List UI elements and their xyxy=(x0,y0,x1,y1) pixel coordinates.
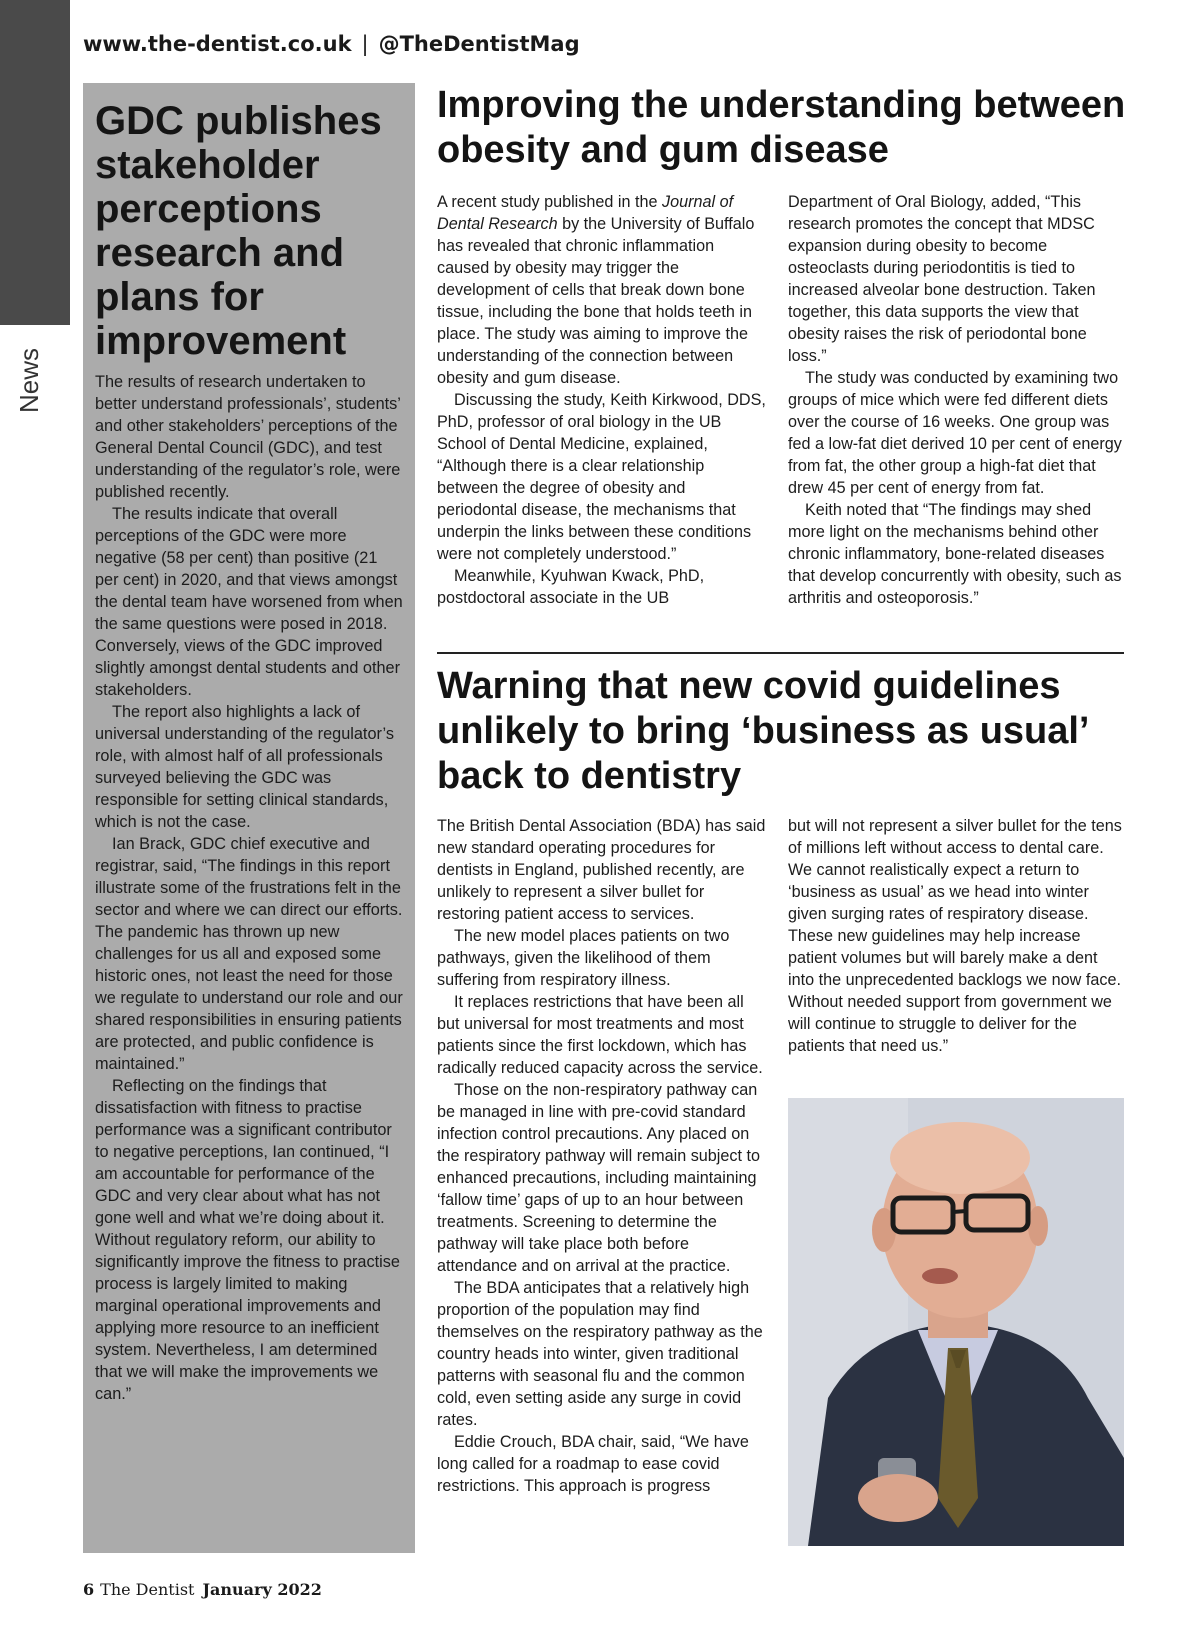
covid-paragraph: The British Dental Association (BDA) has said new standard operating procedures for dentists in England, published recently, are unlikely to represent a silver bullet for restoring patient access to services. xyxy=(437,817,766,923)
covid-paragraph: but will not represent a silver bullet for the tens of millions left without access to dental care. We cannot realistically expect a return to ‘business as usual’ as we head into winter given surging rates of respiratory disease. These new guidelines may help increase patient volumes but will barely make a dent into the unprecedented backlogs we now face. Without needed support from government we will continue to struggle to deliver for the patients that need us.” xyxy=(788,817,1122,1055)
gdc-article xyxy=(83,83,415,1553)
covid-article-title: Warning that new covid guidelines unlikely to bring ‘business as usual’ back to dentistry xyxy=(437,665,1088,797)
journal-name: Journal of Dental Research xyxy=(437,193,734,233)
header-separator: | xyxy=(361,32,369,56)
gdc-article-title: GDC publishes stakeholder perceptions research and plans for improvement xyxy=(95,99,382,363)
section-tab xyxy=(0,0,70,325)
portrait-illustration xyxy=(788,1098,1124,1546)
covid-paragraph: The BDA anticipates that a relatively high proportion of the population may find themselves on the respiratory pathway as the country heads into winter, given traditional patterns with seasonal flu and the common cold, even setting aside any surge in covid rates. xyxy=(437,1279,763,1429)
gdc-paragraph: Reflecting on the findings that dissatisfaction with fitness to practise performance was a significant contributor to negative perceptions, Ian continued, “I am accountable for performance of the GDC and very clear about what has not gone well and what we’re doing about it. Without regulatory reform, our ability to significantly improve the fitness to practise process is largely limited to making marginal operational improvements and applying more resource to an inefficient system. Nevertheless, I am determined that we will make the improvements we can.” xyxy=(95,1077,400,1403)
obesity-paragraph: Discussing the study, Keith Kirkwood, DDS, PhD, professor of oral biology in the UB School of Dental Medicine, explained, “Although there is a clear relationship between the degree of obesity and periodontal disease, the mechanisms that underpin the links between these conditions were not completely understood.” xyxy=(437,391,766,563)
issue-date: January 2022 xyxy=(202,1580,322,1599)
covid-paragraph: Eddie Crouch, BDA chair, said, “We have long called for a roadmap to ease covid restrictions. This approach is progress xyxy=(437,1433,749,1495)
covid-paragraph: It replaces restrictions that have been all but universal for most treatments and most patients since the first lockdown, which has radically reduced capacity across the service. xyxy=(437,993,763,1077)
page-footer xyxy=(83,1580,322,1599)
portrait-photo xyxy=(788,1098,1124,1546)
page-number: 6 xyxy=(83,1580,95,1599)
gdc-paragraph: The results indicate that overall perceptions of the GDC were more negative (58 per cent) than positive (21 per cent) in 2020, and that views amongst the dental team have worsened from when the same questions were posed in 2018. Conversely, views of the GDC improved slightly amongst dental students and other stakeholders. xyxy=(95,505,403,699)
page-header xyxy=(83,32,580,56)
obesity-paragraph: Meanwhile, Kyuhwan Kwack, PhD, postdoctoral associate in the UB xyxy=(437,567,705,607)
obesity-column-1 xyxy=(437,191,767,609)
gdc-paragraph: The report also highlights a lack of universal understanding of the regulator’s role, with almost half of all professionals surveyed believing the GDC was responsible for setting clinical standards, which is not the case. xyxy=(95,703,394,831)
section-label: News xyxy=(14,347,44,413)
obesity-paragraph: A recent study published in the Journal of Dental Research by the University of Buffalo has revealed that chronic inflammation caused by obesity may trigger the development of cells that break down bone tissue, including the bone that holds teeth in place. The study was aiming to improve the understanding of the connection between obesity and gum disease. xyxy=(437,193,755,387)
obesity-article-title: Improving the understanding between obesity and gum disease xyxy=(437,84,1126,171)
covid-column-1 xyxy=(437,815,767,1497)
obesity-paragraph: Department of Oral Biology, added, “This research promotes the concept that MDSC expansion during obesity to become osteoclasts during periodontitis is tied to increased alveolar bone destruction. Taken together, this data supports the view that obesity raises the risk of periodontal bone loss.” xyxy=(788,193,1096,365)
gdc-paragraph: The results of research undertaken to better understand professionals’, students’ and other stakeholders’ perceptions of the General Dental Council (GDC), and test understanding of the regulator’s role, were published recently. xyxy=(95,373,401,501)
covid-column-2 xyxy=(788,815,1124,1057)
social-handle[interactable]: @TheDentistMag xyxy=(378,32,580,56)
gdc-article-body xyxy=(95,371,403,1405)
gdc-paragraph: Ian Brack, GDC chief executive and registrar, said, “The findings in this report illustrate some of the frustrations felt in the sector and where we can direct our efforts. The pandemic has thrown up new challenges for us all and exposed some historic ones, not least the need for those we regulate to understand our role and our shared responsibilities in ensuring patients are protected, and public confidence is maintained.” xyxy=(95,835,403,1073)
obesity-column-2 xyxy=(788,191,1124,609)
article-divider xyxy=(437,652,1124,654)
obesity-paragraph: Keith noted that “The findings may shed more light on the mechanisms behind other chronic inflammatory, bone-related diseases that develop concurrently with obesity, such as arthritis and osteoporosis.” xyxy=(788,501,1122,607)
publication-name: The Dentist xyxy=(100,1580,195,1599)
covid-paragraph: The new model places patients on two pathways, given the likelihood of them suffering from respiratory illness. xyxy=(437,927,730,989)
obesity-paragraph: The study was conducted by examining two groups of mice which were fed different diets over the course of 16 weeks. One group was fed a low-fat diet derived 10 per cent of energy from fat, the other group a high-fat diet that drew 45 per cent of energy from fat. xyxy=(788,369,1122,497)
covid-paragraph: Those on the non-respiratory pathway can be managed in line with pre-covid standard infection control precautions. Any placed on the respiratory pathway will remain subject to enhanced precautions, including maintaining ‘fallow time’ gaps of up to an hour between treatments. Screening to determine the pathway will take place both before attendance and on arrival at the practice. xyxy=(437,1081,760,1275)
website-link[interactable]: www.the-dentist.co.uk xyxy=(83,32,352,56)
